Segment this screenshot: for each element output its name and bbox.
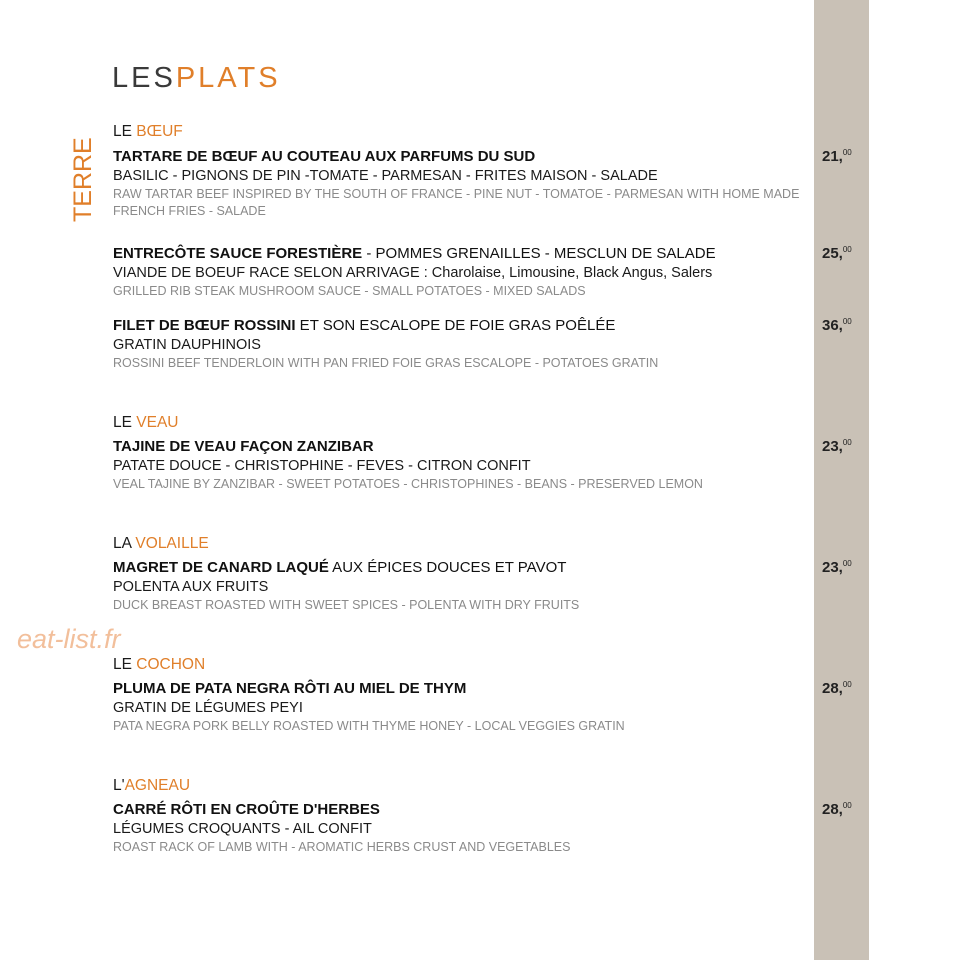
section-prefix: LA <box>113 535 136 552</box>
watermark: eat-list.fr <box>17 624 121 654</box>
dish-name: TARTARE DE BŒUF AU COUTEAU AUX PARFUMS DU SUD <box>113 148 536 165</box>
section-veal <box>113 414 178 432</box>
section-name: VOLAILLE <box>135 535 209 552</box>
section-beef <box>113 123 183 141</box>
dish-name: MAGRET DE CANARD LAQUÉ <box>113 559 329 576</box>
section-prefix: LE <box>113 123 137 140</box>
page-title <box>112 62 281 95</box>
dish-price: 36,00 <box>822 317 852 334</box>
section-name: VEAU <box>136 414 179 431</box>
dish-garnish: BASILIC - PIGNONS DE PIN -TOMATE - PARMESAN - FRITES MAISON - SALADE <box>113 168 658 184</box>
dish-magret <box>113 558 803 614</box>
dish-pluma <box>113 679 803 735</box>
dish-english: DUCK BREAST ROASTED WITH SWEET SPICES - POLENTA WITH DRY FRUITS <box>113 598 580 612</box>
dish-name: PLUMA DE PATA NEGRA RÔTI AU MIEL DE THYM <box>113 680 467 697</box>
section-prefix: LE <box>113 414 137 431</box>
section-prefix: LE <box>113 656 137 673</box>
dish-garnish: GRATIN DE LÉGUMES PEYI <box>113 700 303 716</box>
dish-name: CARRÉ RÔTI EN CROÛTE D'HERBES <box>113 801 380 818</box>
dish-name-rest: ET SON ESCALOPE DE FOIE GRAS POÊLÉE <box>295 317 616 334</box>
category-label-terre: TERRE <box>69 137 97 223</box>
dish-carre <box>113 800 803 856</box>
dish-garnish: VIANDE DE BOEUF RACE SELON ARRIVAGE : Charolaise, Limousine, Black Angus, Salers <box>113 265 713 281</box>
section-lamb <box>113 777 190 795</box>
section-name: AGNEAU <box>124 777 191 794</box>
dish-price: 28,00 <box>822 801 852 818</box>
section-prefix: L' <box>113 777 125 794</box>
section-name: BŒUF <box>136 123 183 140</box>
dish-price: 23,00 <box>822 438 852 455</box>
dish-rossini <box>113 316 803 372</box>
dish-tajine <box>113 437 803 493</box>
dish-price: 21,00 <box>822 148 852 165</box>
dish-english: RAW TARTAR BEEF INSPIRED BY THE SOUTH OF FRANCE - PINE NUT - TOMATOE - PARMESAN WITH HOME MADE FRENCH FRIES - SALADE <box>113 187 800 218</box>
dish-english: PATA NEGRA PORK BELLY ROASTED WITH THYME HONEY - LOCAL VEGGIES GRATIN <box>113 719 625 733</box>
title-part-les: LES <box>112 62 176 94</box>
dish-garnish: GRATIN DAUPHINOIS <box>113 337 261 353</box>
dish-name: FILET DE BŒUF ROSSINI <box>113 317 296 334</box>
dish-name: TAJINE DE VEAU FAÇON ZANZIBAR <box>113 438 374 455</box>
dish-tartare <box>113 147 803 220</box>
dish-name: ENTRECÔTE SAUCE FORESTIÈRE <box>113 245 363 262</box>
title-part-plats: PLATS <box>175 62 281 94</box>
dish-garnish: LÉGUMES CROQUANTS - AIL CONFIT <box>113 821 372 837</box>
dish-english: ROSSINI BEEF TENDERLOIN WITH PAN FRIED FOIE GRAS ESCALOPE - POTATOES GRATIN <box>113 356 659 370</box>
dish-entrecote <box>113 244 803 300</box>
section-poultry <box>113 535 209 553</box>
dish-price: 25,00 <box>822 245 852 262</box>
dish-garnish: PATATE DOUCE - CHRISTOPHINE - FEVES - CITRON CONFIT <box>113 458 531 474</box>
dish-english: VEAL TAJINE BY ZANZIBAR - SWEET POTATOES - CHRISTOPHINES - BEANS - PRESERVED LEMON <box>113 477 703 491</box>
dish-garnish: POLENTA AUX FRUITS <box>113 579 269 595</box>
section-name: COCHON <box>136 656 206 673</box>
dish-name-rest: - POMMES GRENAILLES - MESCLUN DE SALADE <box>362 245 716 262</box>
section-pork <box>113 656 205 674</box>
dish-name-rest: AUX ÉPICES DOUCES ET PAVOT <box>328 559 567 576</box>
dish-price: 28,00 <box>822 680 852 697</box>
dish-price: 23,00 <box>822 559 852 576</box>
dish-english: GRILLED RIB STEAK MUSHROOM SAUCE - SMALL POTATOES - MIXED SALADS <box>113 284 586 298</box>
dish-english: ROAST RACK OF LAMB WITH - AROMATIC HERBS CRUST AND VEGETABLES <box>113 840 571 854</box>
